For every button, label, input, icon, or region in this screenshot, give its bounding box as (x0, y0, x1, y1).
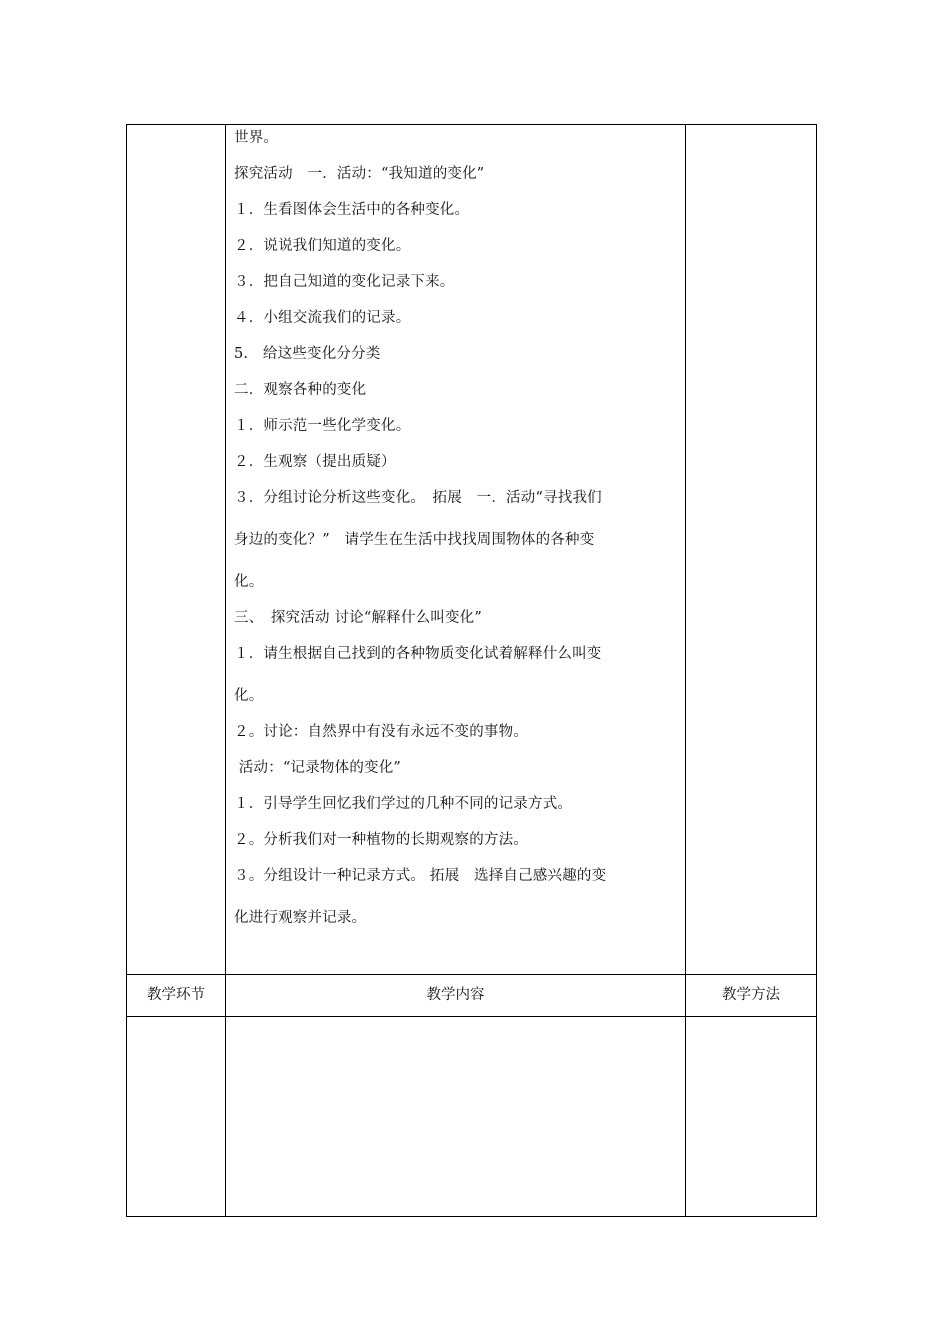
stage-cell (127, 125, 226, 975)
header-stage-label: 教学环节 (147, 987, 205, 1003)
lesson-plan-table (126, 124, 817, 1217)
content-line: 三、 探究活动 讨论“解释什么叫变化” (234, 610, 482, 626)
empty-row (127, 1017, 817, 1217)
method-cell (686, 125, 817, 975)
content-line: ２。讨论：自然界中有没有永远不变的事物。 (234, 724, 528, 740)
content-line: 二．观察各种的变化 (234, 382, 367, 398)
content-line: １．师示范一些化学变化。 (234, 418, 411, 434)
header-method (686, 975, 817, 1017)
header-method-label: 教学方法 (722, 987, 780, 1003)
header-content-label: 教学内容 (426, 987, 485, 1003)
content-line: 活动：“记录物体的变化” (234, 760, 402, 776)
content-line: ３．分组讨论分析这些变化。 拓展 一．活动“寻找我们 (234, 490, 602, 506)
header-stage (127, 975, 226, 1017)
content-line: １．引导学生回忆我们学过的几种不同的记录方式。 (234, 796, 573, 812)
empty-content-cell (226, 1017, 686, 1217)
content-line: 身边的变化？” 请学生在生活中找找周围物体的各种变 (234, 532, 595, 548)
content-line: １．请生根据自己找到的各种物质变化试着解释什么叫变 (234, 646, 602, 662)
content-line: 化进行观察并记录。 (234, 910, 367, 926)
content-line: ３．把自己知道的变化记录下来。 (234, 274, 455, 290)
content-line: 世界。 (234, 130, 279, 146)
content-line: 化。 (234, 688, 264, 704)
content-cell (226, 125, 686, 975)
content-line: ３。分组设计一种记录方式。 拓展 选择自己感兴趣的变 (234, 868, 607, 884)
content-line: ２．生观察（提出质疑） (234, 454, 396, 470)
content-line: ４．小组交流我们的记录。 (234, 310, 411, 326)
content-line: ２．说说我们知道的变化。 (234, 238, 411, 254)
header-content (226, 975, 686, 1017)
content-line: 化。 (234, 574, 264, 590)
content-line: ２。分析我们对一种植物的长期观察的方法。 (234, 832, 528, 848)
content-row (127, 125, 817, 975)
empty-method-cell (686, 1017, 817, 1217)
header-row (127, 975, 817, 1017)
empty-stage-cell (127, 1017, 226, 1217)
content-line: 探究活动 一．活动：“我知道的变化” (234, 166, 485, 182)
content-line: １．生看图体会生活中的各种变化。 (234, 202, 470, 218)
content-line: 5. 给这些变化分分类 (234, 346, 381, 362)
